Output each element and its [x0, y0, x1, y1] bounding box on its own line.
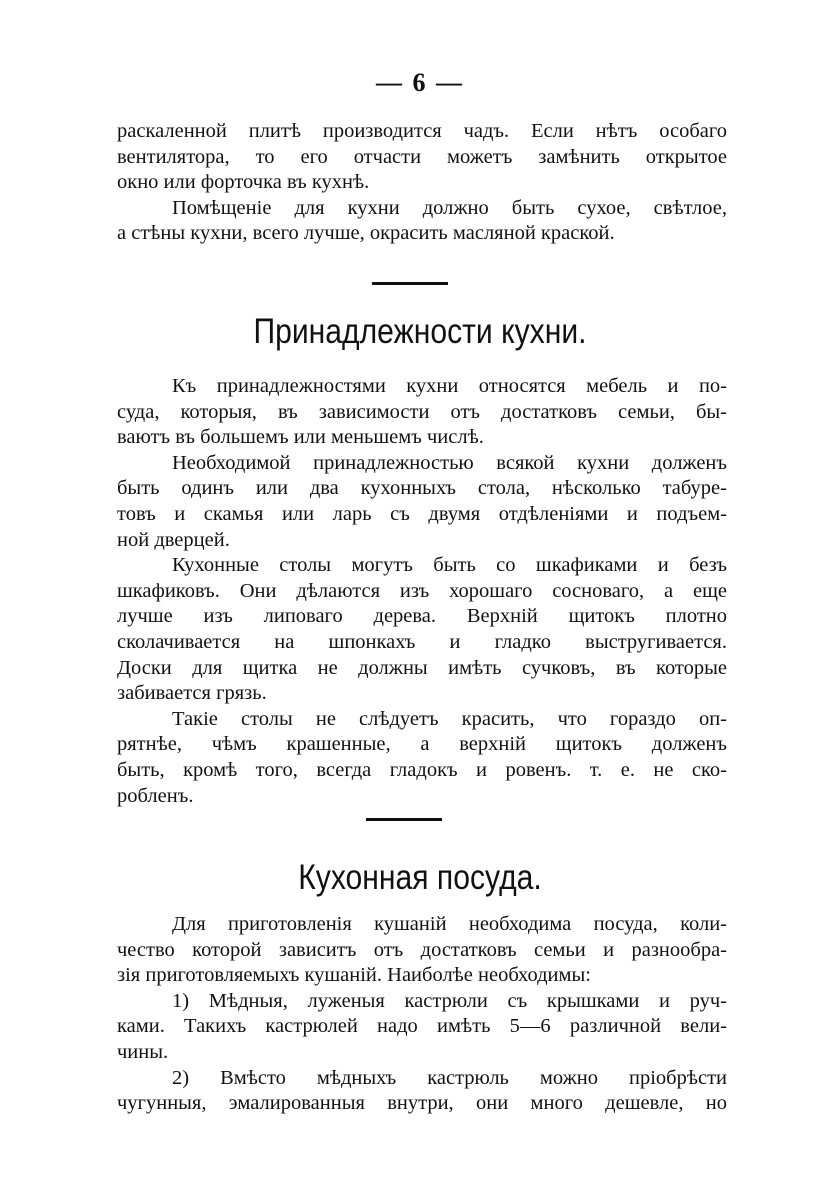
text-line: чины.	[117, 1040, 169, 1063]
page-number: — 6 —	[376, 68, 464, 97]
text-line: Кухонные столы могутъ быть со шкафиками и безъ	[172, 554, 727, 577]
text-line: зія приготовляемыхъ кушаній. Наиболѣе необходимы:	[117, 964, 591, 987]
text-line: чугунныя, эмалированныя внутри, они много дешевле, но	[117, 1092, 727, 1115]
kitchenware-text-block	[117, 912, 727, 1117]
text-line: а стѣны кухни, всего лучше, окрасить масляной краской.	[117, 222, 615, 245]
section-heading-kitchenware: Кухонная посуда.	[298, 858, 542, 897]
text-line: 2) Вмѣсто мѣдныхъ кастрюль можно пріобрѣсти	[172, 1066, 727, 1089]
text-line: Доски для щитка не должны имѣть сучковъ, въ которые	[117, 656, 727, 679]
text-line: быть одинъ или два кухонныхъ стола, нѣсколько табуре-	[117, 477, 727, 500]
text-line: суда, которыя, въ зависимости отъ достатковъ семьи, бы-	[117, 400, 727, 423]
top-text-block	[117, 119, 727, 247]
section-heading-accessories: Принадлежности кухни.	[253, 312, 587, 351]
text-line: чество которой зависитъ отъ достатковъ семьи и разнообра-	[117, 938, 727, 961]
text-line: рятнѣе, чѣмъ крашенные, а верхній щитокъ долженъ	[117, 733, 727, 756]
section-divider	[366, 818, 442, 821]
text-line: вентилятора, то его отчасти можетъ замѣнить открытое	[117, 145, 727, 168]
text-line: сколачивается на шпонкахъ и гладко выстругивается.	[117, 630, 727, 653]
text-line: 1) Мѣдныя, луженыя кастрюли съ крышками и руч-	[172, 989, 727, 1012]
text-line: ваютъ въ большемъ или меньшемъ числѣ.	[117, 426, 484, 449]
text-line: Для приготовленія кушаній необходима посуда, коли-	[172, 913, 727, 935]
text-line: лучше изъ липоваго дерева. Верхній щитокъ плотно	[117, 605, 727, 628]
text-line: робленъ.	[117, 784, 194, 807]
text-line: забивается грязь.	[117, 682, 267, 705]
text-line: окно или форточка въ кухнѣ.	[117, 171, 370, 194]
text-line: Помѣщеніе для кухни должно быть сухое, свѣтлое,	[172, 196, 727, 219]
text-line: раскаленной плитѣ производится чадъ. Если нѣтъ особаго	[117, 120, 727, 142]
text-line: ной дверцей.	[117, 528, 230, 551]
text-line: Такіе столы не слѣдуетъ красить, что гораздо оп-	[172, 707, 727, 730]
text-line: ками. Такихъ кастрюлей надо имѣть 5—6 различной вели-	[117, 1015, 727, 1038]
text-line: быть, кромѣ того, всегда гладокъ и ровенъ. т. е. не ско-	[117, 758, 727, 781]
section-divider	[372, 282, 448, 285]
text-line: Необходимой принадлежностью всякой кухни долженъ	[172, 451, 727, 474]
accessories-text-block	[117, 374, 727, 809]
text-line: товъ и скамья или ларь съ двумя отдѣленіями и подъем-	[117, 502, 727, 525]
text-line: Къ принадлежностями кухни относятся мебель и по-	[172, 375, 727, 397]
text-line: шкафиковъ. Они дѣлаются изъ хорошаго сосноваго, а еще	[117, 579, 727, 602]
